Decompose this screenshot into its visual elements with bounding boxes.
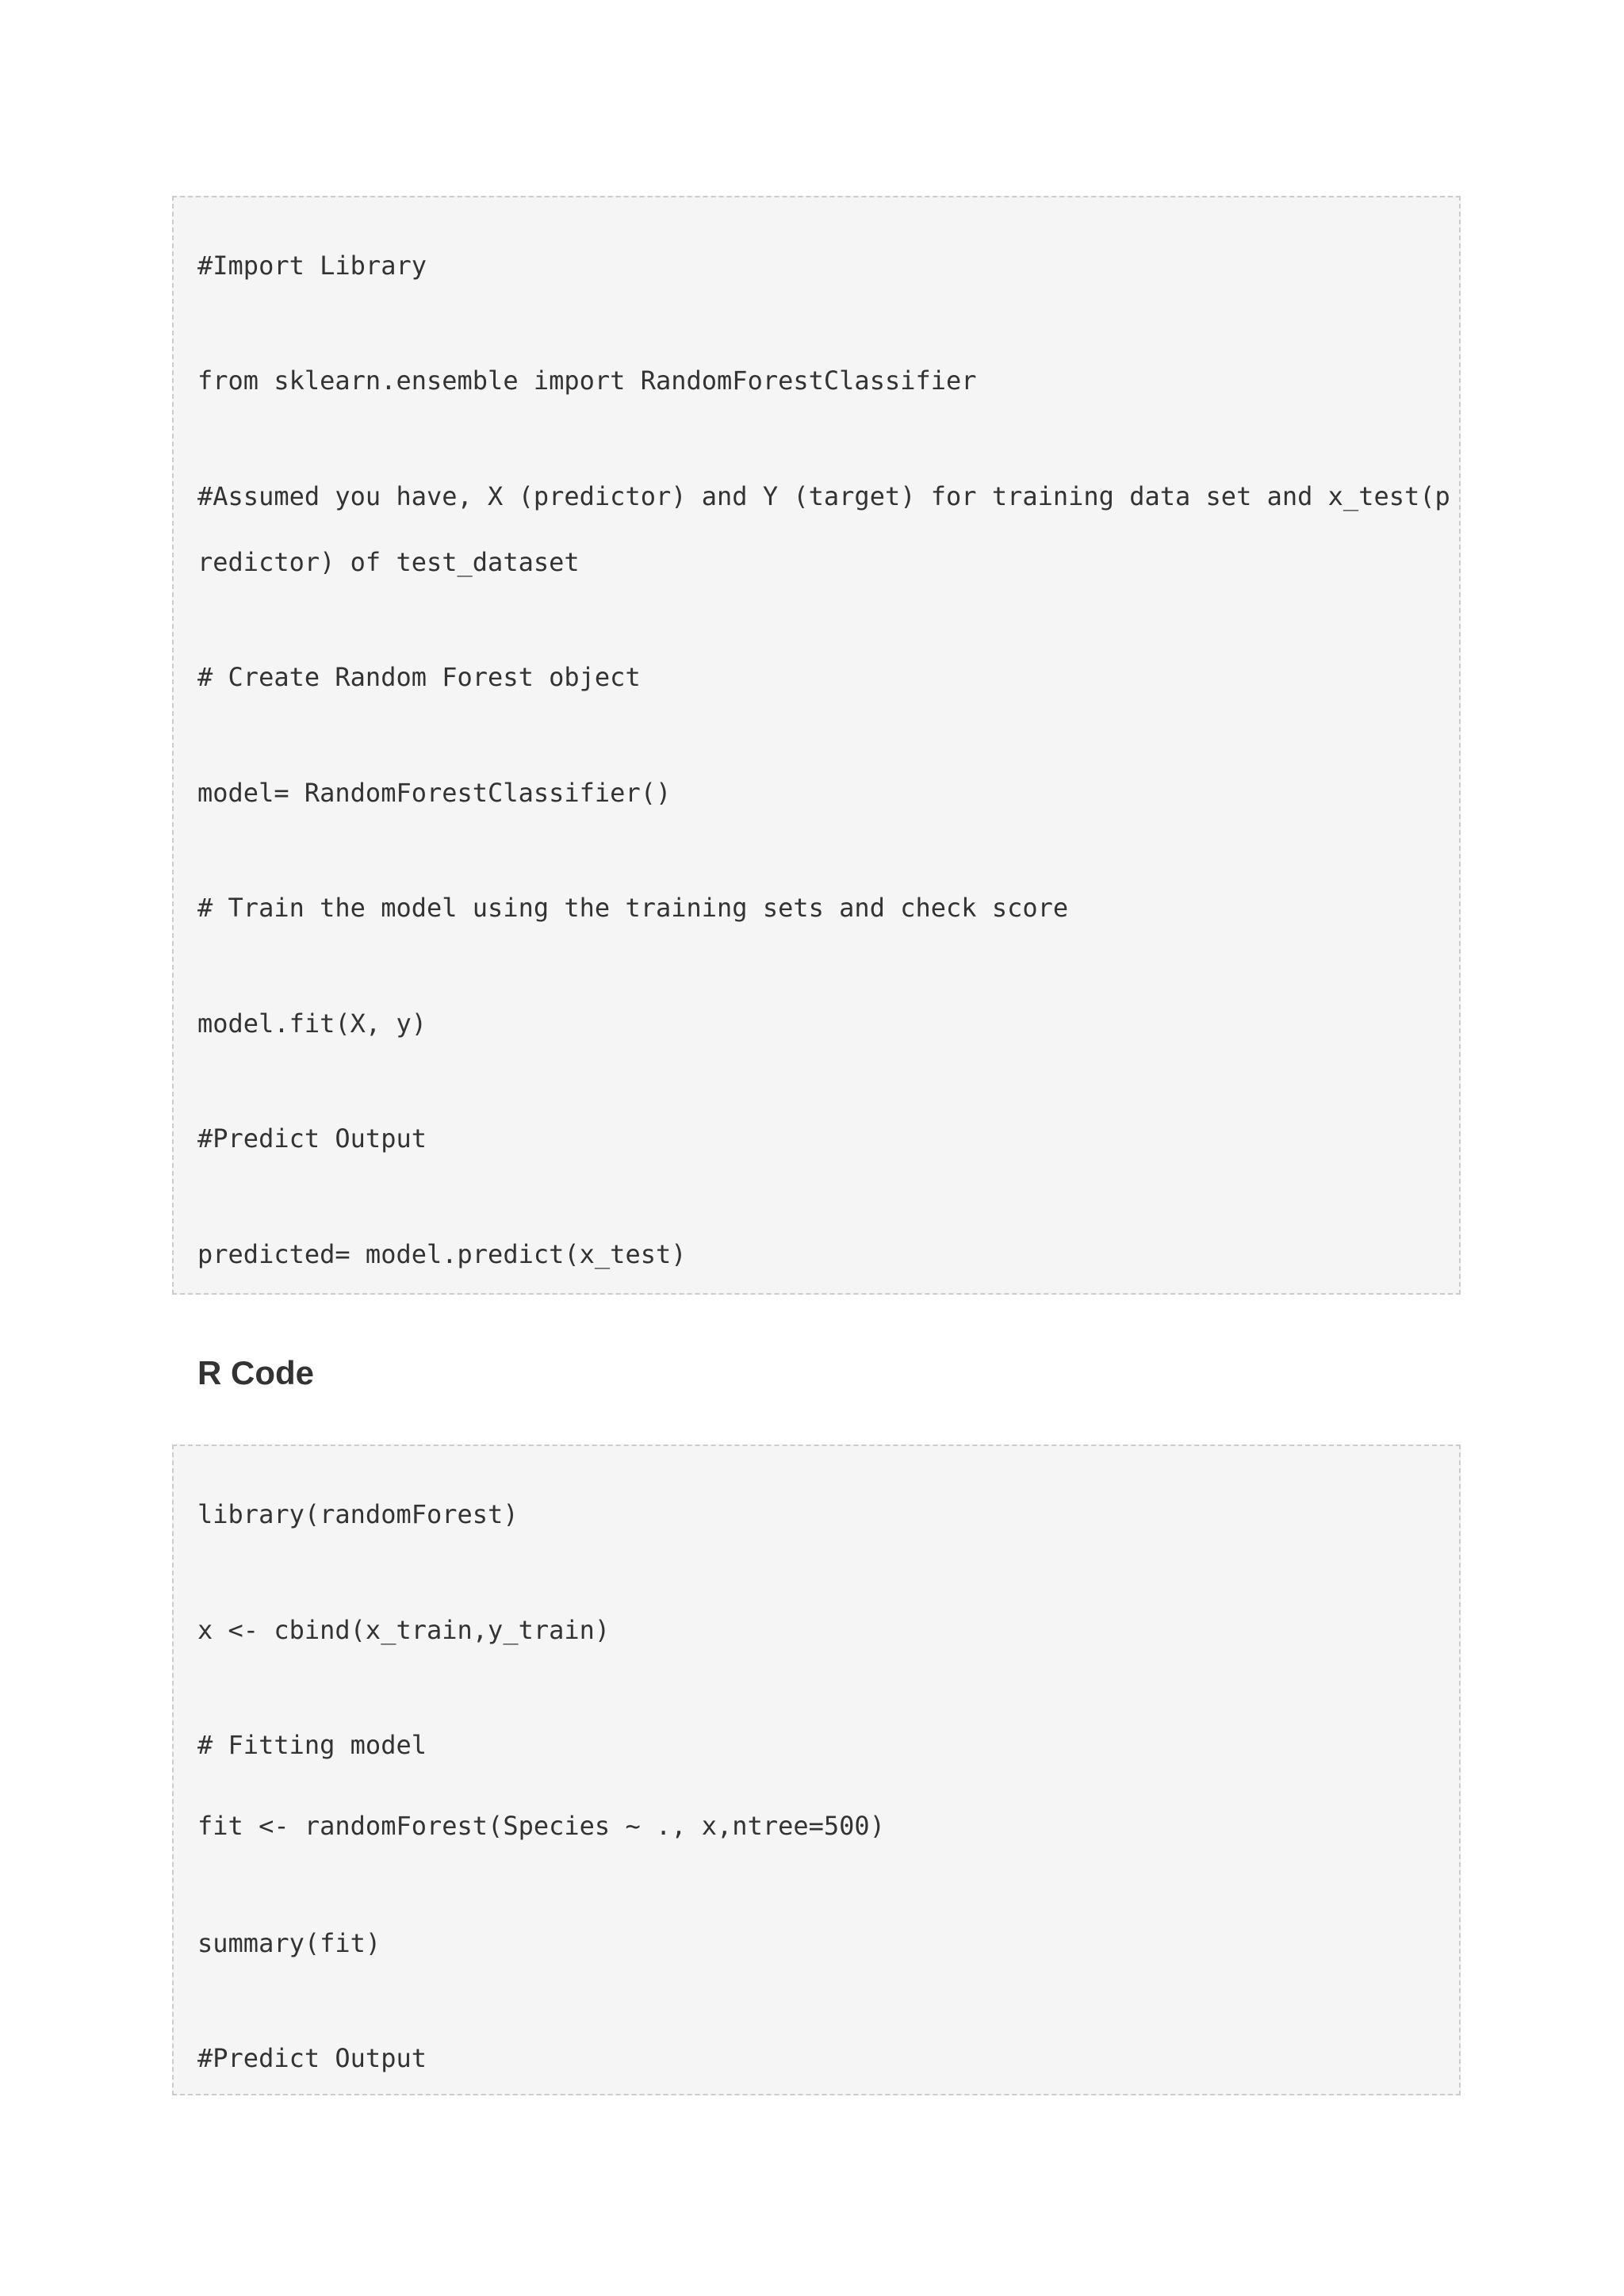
code-line: library(randomForest) <box>197 1499 519 1529</box>
code-line: redictor) of test_dataset <box>197 547 580 577</box>
r-code-heading: R Code <box>197 1354 314 1391</box>
code-line: from sklearn.ensemble import RandomForestClassifier <box>197 365 977 396</box>
code-line: x <- cbind(x_train,y_train) <box>197 1615 611 1645</box>
r-code-block <box>172 1445 1461 2095</box>
code-line: fit <- randomForest(Species ~ ., x,ntree=500) <box>197 1811 885 1841</box>
code-line: #Predict Output <box>197 1123 427 1154</box>
code-line: model.fit(X, y) <box>197 1008 427 1039</box>
code-line: # Fitting model <box>197 1730 427 1760</box>
code-line: predicted= model.predict(x_test) <box>197 1239 687 1269</box>
code-line: #Predict Output <box>197 2043 427 2073</box>
code-line: # Train the model using the training sets and check score <box>197 893 1069 923</box>
code-line: summary(fit) <box>197 1928 381 1958</box>
code-line: #Assumed you have, X (predictor) and Y (target) for training data set and x_test(p <box>197 481 1450 511</box>
code-line: model= RandomForestClassifier() <box>197 778 672 808</box>
code-line: #Import Library <box>197 251 427 281</box>
python-code-block <box>172 196 1461 1295</box>
code-line: # Create Random Forest object <box>197 662 641 692</box>
